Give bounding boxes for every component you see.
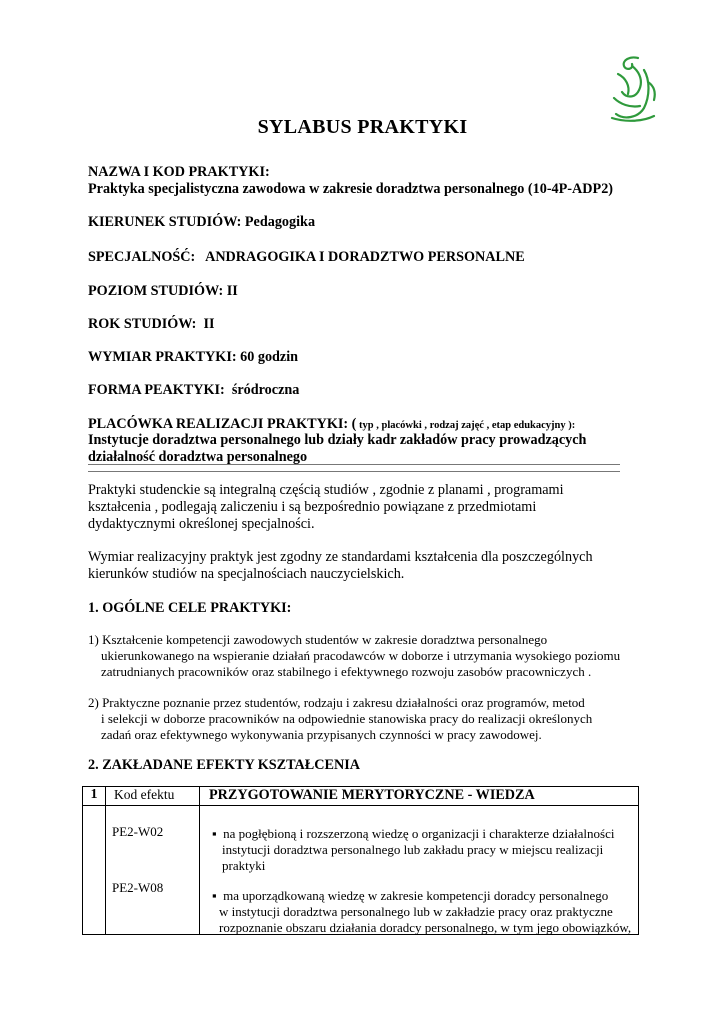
effect-2-text-1: ma uporządkowaną wiedzę w zakresie kompetencji doradcy personalnego [223,888,609,903]
specjalnosc-field: SPECJALNOŚĆ: ANDRAGOGIKA I DORADZTWO PERSONALNE [88,249,525,265]
code-pe2-w08: PE2-W08 [112,880,164,895]
effect-2-line-1: ▪ ma uporządkowaną wiedzę w zakresie kompetencji doradcy personalnego [212,888,609,903]
rok-field: ROK STUDIÓW: II [88,316,215,332]
goal-1-line-3: zatrudnianych pracowników oraz stabilnego i efektywnego rozwoju zasobów pracowniczych . [101,664,592,679]
col-title-header: PRZYGOTOWANIE MERYTORYCZNE - WIEDZA [200,787,639,806]
placowka-heading [88,415,575,433]
double-separator [88,464,620,472]
nazwa-value: Praktyka specjalistyczna zawodowa w zakresie doradztwa personalnego (10-4P-ADP2) [88,181,614,197]
table-header-row [83,787,639,806]
intro-p2-line-2: kierunków studiów na specjalnościach nauczycielskich. [88,566,405,582]
effects-cell [200,806,639,935]
page-title: SYLABUS PRAKTYKI [257,116,468,138]
section-1-heading: 1. OGÓLNE CELE PRAKTYKI: [88,600,292,616]
placowka-line-2: działalność doradztwa personalnego [88,449,308,465]
col-kod-header: Kod efektu [106,787,200,806]
kierunek-field: KIERUNEK STUDIÓW: Pedagogika [88,214,316,230]
placowka-hint: typ , placówki , rodzaj zajęć , etap edukacyjny ): [356,420,576,431]
effect-1-text-1: na pogłębioną i rozszerzoną wiedzę o organizacji i charakterze działalności [223,826,615,841]
intro-p1-line-1: Praktyki studenckie są integralną częścią studiów , zgodnie z planami , programami [88,482,564,498]
table-num-cell: 1 [83,787,106,806]
effect-2-line-2: w instytucji doradztwa personalnego lub w zakładzie pracy oraz praktyczne [219,904,613,919]
wymiar-field: WYMIAR PRAKTYKI: 60 godzin [88,349,299,365]
poziom-field: POZIOM STUDIÓW: II [88,283,238,299]
forma-field: FORMA PEAKTYKI: śródroczna [88,382,300,398]
codes-cell [106,806,200,935]
intro-p1-line-3: dydaktycznymi określonej specjalności. [88,516,315,532]
effect-2-line-3: rozpoznanie obszaru działania doradcy personalnego, w tym jego obowiązków, [219,920,632,935]
goal-2-line-2: i selekcji w doborze pracowników na odpowiednie stanowiska pracy do realizacji określonych [101,711,593,726]
effect-1-line-1: ▪ na pogłębioną i rozszerzoną wiedzę o organizacji i charakterze działalności [212,826,615,841]
goal-1-line-1: 1) Kształcenie kompetencji zawodowych studentów w zakresie doradztwa personalnego [88,632,548,647]
university-logo-icon [604,52,660,124]
intro-p1-line-2: kształcenia , podlegają zaliczeniu i są bezpośrednio powiązane z przedmiotami [88,499,537,515]
nazwa-label: NAZWA I KOD PRAKTYKI: [88,164,270,180]
goal-2-line-1: 2) Praktyczne poznanie przez studentów, rodzaju i zakresu działalności oraz programów, metod [88,695,585,710]
placowka-label: PLACÓWKA REALIZACJI PRAKTYKI: ( [88,416,357,432]
table-row [83,806,639,935]
goal-1-line-2: ukierunkowanego na wspieranie działań pracodawców w doborze i utrzymania wysokiego poziomu [101,648,621,663]
goal-2-line-3: zadań oraz efektywnego wykonywania przypisanych czynności w pracy zawodowej. [101,727,542,742]
placowka-line-1: Instytucje doradztwa personalnego lub działy kadr zakładów pracy prowadzących [88,432,587,448]
effect-1-line-2: instytucji doradztwa personalnego lub zakładu pracy w miejscu realizacji [222,842,604,857]
section-2-heading: 2. ZAKŁADANE EFEKTY KSZTAŁCENIA [88,757,360,773]
effect-1-line-3: praktyki [222,858,266,873]
code-pe2-w02: PE2-W02 [112,824,164,839]
effects-table [82,786,639,935]
intro-p2-line-1: Wymiar realizacyjny praktyk jest zgodny ze standardami kształcenia dla poszczególnych [88,549,593,565]
table-empty-cell [83,806,106,935]
